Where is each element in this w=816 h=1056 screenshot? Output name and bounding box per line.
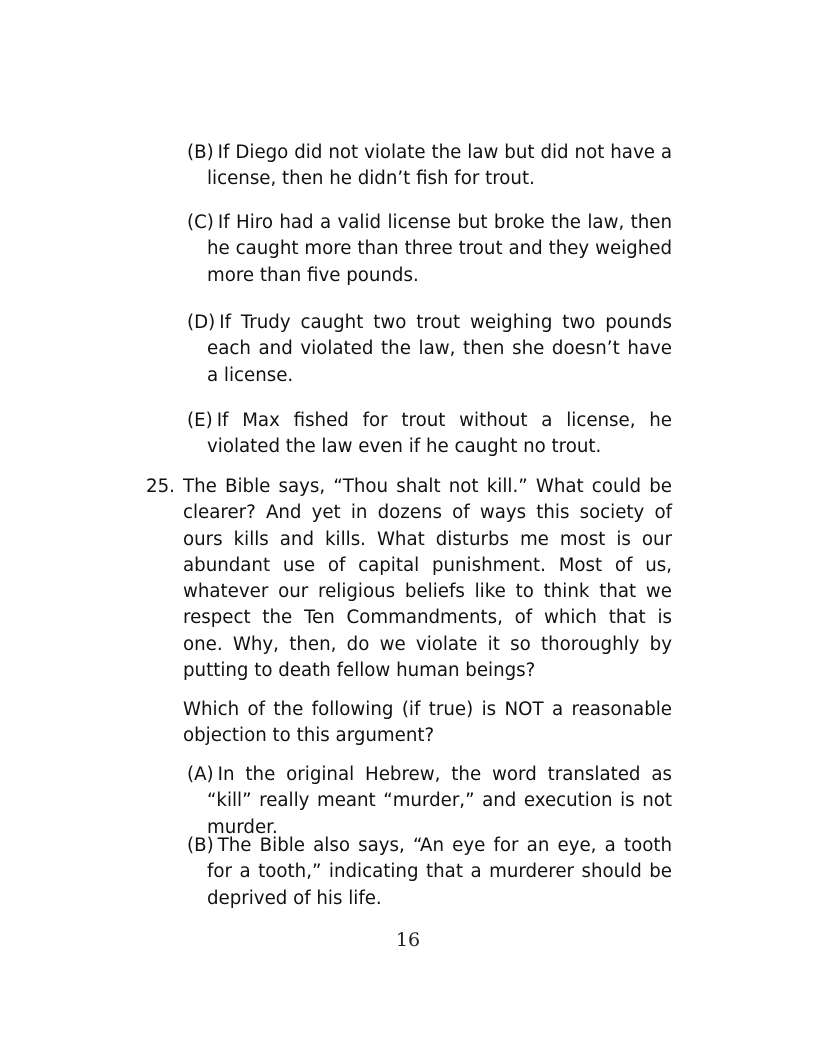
option-label: (B) (187, 835, 214, 856)
option-label: (A) (187, 764, 214, 785)
prev-option-e (187, 408, 672, 461)
question-option-b (187, 833, 672, 912)
option-label: (D) (187, 312, 216, 333)
option-text: The Bible also says, “An eye for an eye, a tooth for a tooth,” indicating that a murderer should be deprived of his life. (207, 835, 672, 909)
question-prompt: Which of the following (if true) is NOT a reasonable objection to this argument? (183, 699, 672, 747)
option-text: If Diego did not violate the law but did not have a license, then he didn’t fish for trout. (207, 142, 672, 190)
prev-option-b (187, 140, 672, 193)
option-text: If Trudy caught two trout weighing two pounds each and violated the law, then she doesn’t have a license. (207, 312, 672, 386)
question-option-a (187, 762, 672, 841)
question-number: 25. (146, 476, 175, 497)
prev-option-d (187, 310, 672, 389)
option-label: (B) (187, 142, 214, 163)
option-label: (E) (187, 410, 213, 431)
page-number: 16 (395, 929, 421, 951)
question-passage: The Bible says, “Thou shalt not kill.” What could be clearer? And yet in dozens of ways this society of ours kills and kills. What disturbs me most is our abundant use of capital punishment. Most of us, whatever our religious beliefs like to think that we respect the Ten Commandments, of which that is one. Why, then, do we violate it so thoroughly by putting to death fellow human beings? (183, 476, 672, 682)
prev-option-c (187, 210, 672, 289)
option-text: In the original Hebrew, the word translated as “kill” really meant “murder,” and execution is not murder. (207, 764, 672, 838)
option-label: (C) (187, 212, 214, 233)
option-text: If Max fished for trout without a license, he violated the law even if he caught no trout. (207, 410, 672, 458)
option-text: If Hiro had a valid license but broke the law, then he caught more than three trout and they weighed more than five pounds. (207, 212, 672, 286)
